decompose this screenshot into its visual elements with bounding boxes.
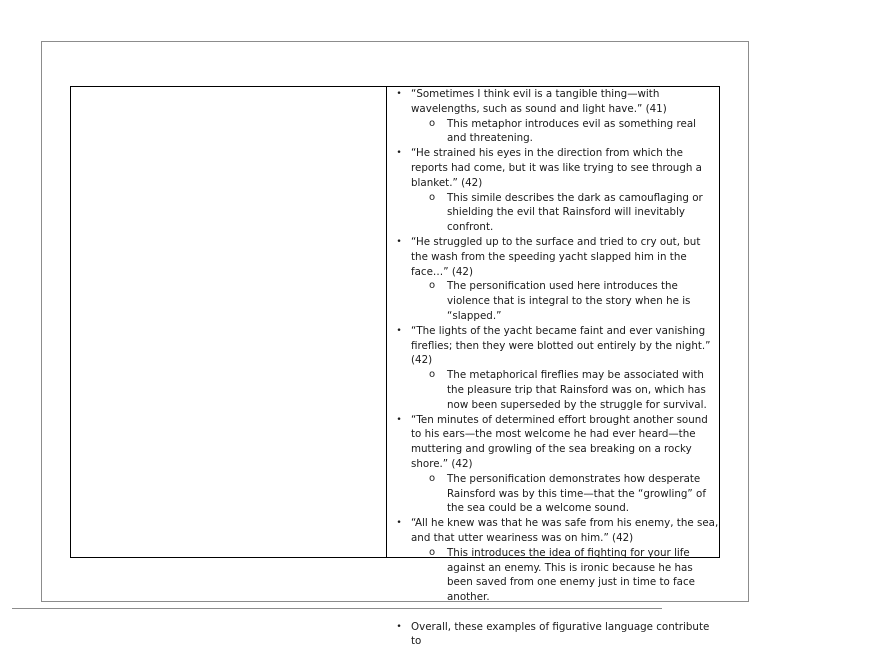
bullet-marker: • (396, 89, 402, 99)
quote-text: “Sometimes I think evil is a tangible thing—with wavelengths, such as sound and light have.” (41) (411, 88, 667, 115)
analysis-text-line: This metaphor introduces evil as something real and threatening. (447, 117, 696, 145)
quote-item (396, 413, 719, 472)
analysis-text-line: This introduces the idea of fighting for your life against an enemy. This is ironic because he has been saved from one enemy just in time to face another. (447, 546, 695, 604)
sub-bullet-marker: o (429, 191, 436, 203)
analysis-subitem (411, 368, 719, 412)
analysis-text-line: The personification used here introduces the violence that is integral to the story when he is “slapped.” (447, 280, 691, 322)
analysis-subitem (411, 279, 719, 323)
analysis-subitem (411, 546, 719, 605)
quote-item (396, 87, 719, 117)
quote-item (396, 516, 719, 546)
bullet-marker: • (396, 518, 402, 529)
analysis-subitem (411, 472, 719, 516)
sub-bullet-marker: o (429, 117, 436, 129)
sub-bullet-marker: o (429, 546, 436, 558)
quote-item (396, 146, 719, 190)
page-divider (12, 608, 662, 609)
sub-bullet-marker: o (429, 369, 436, 381)
bullet-marker: • (396, 325, 402, 336)
analysis-table (70, 86, 720, 648)
conclusion-text: Overall, these examples of figurative language contribute to (411, 620, 710, 648)
quote-text: “He struggled up to the surface and tried to cry out, but the wash from the speeding yacht slapped him in the face…” (42) (411, 235, 701, 278)
quote-text: “He strained his eyes in the direction from which the reports had come, but it was like trying to see through a blanket.” (42) (411, 147, 702, 189)
conclusion-item (396, 620, 719, 649)
table-right-cell[interactable] (387, 87, 719, 648)
sub-bullet-marker: o (429, 472, 436, 484)
quote-text: “All he knew was that he was safe from his enemy, the sea, and that utter weariness was on him.” (42) (411, 517, 719, 544)
table-left-cell[interactable] (71, 87, 387, 557)
analysis-subitem (411, 117, 719, 147)
bullet-marker: • (396, 414, 402, 425)
quote-text: “Ten minutes of determined effort brought another sound to his ears—the most welcome he had ever heard—the muttering and growling of the sea breaking on a rocky shore.” (42) (411, 413, 708, 470)
analysis-text-line: The metaphorical fireflies may be associated with the pleasure trip that Rainsford was on, which has now been superseded by the struggle for survival. (447, 369, 707, 411)
analysis-text (396, 87, 719, 649)
quote-item (396, 235, 719, 279)
bullet-marker: • (396, 621, 402, 632)
bullet-marker: • (396, 148, 402, 159)
analysis-subitem (411, 191, 719, 235)
analysis-text-line: This simile describes the dark as camouflaging or shielding the evil that Rainsford will inevitably confront. (447, 191, 703, 234)
bullet-marker: • (396, 236, 402, 247)
quote-text: “The lights of the yacht became faint and ever vanishing fireflies; then they were blotted out entirely by the night.” (42) (411, 324, 711, 367)
sub-bullet-marker: o (429, 280, 436, 292)
analysis-text-line: The personification demonstrates how desperate Rainsford was by this time—that the “growling” of the sea could be a welcome sound. (447, 472, 706, 515)
quote-item (396, 324, 719, 368)
